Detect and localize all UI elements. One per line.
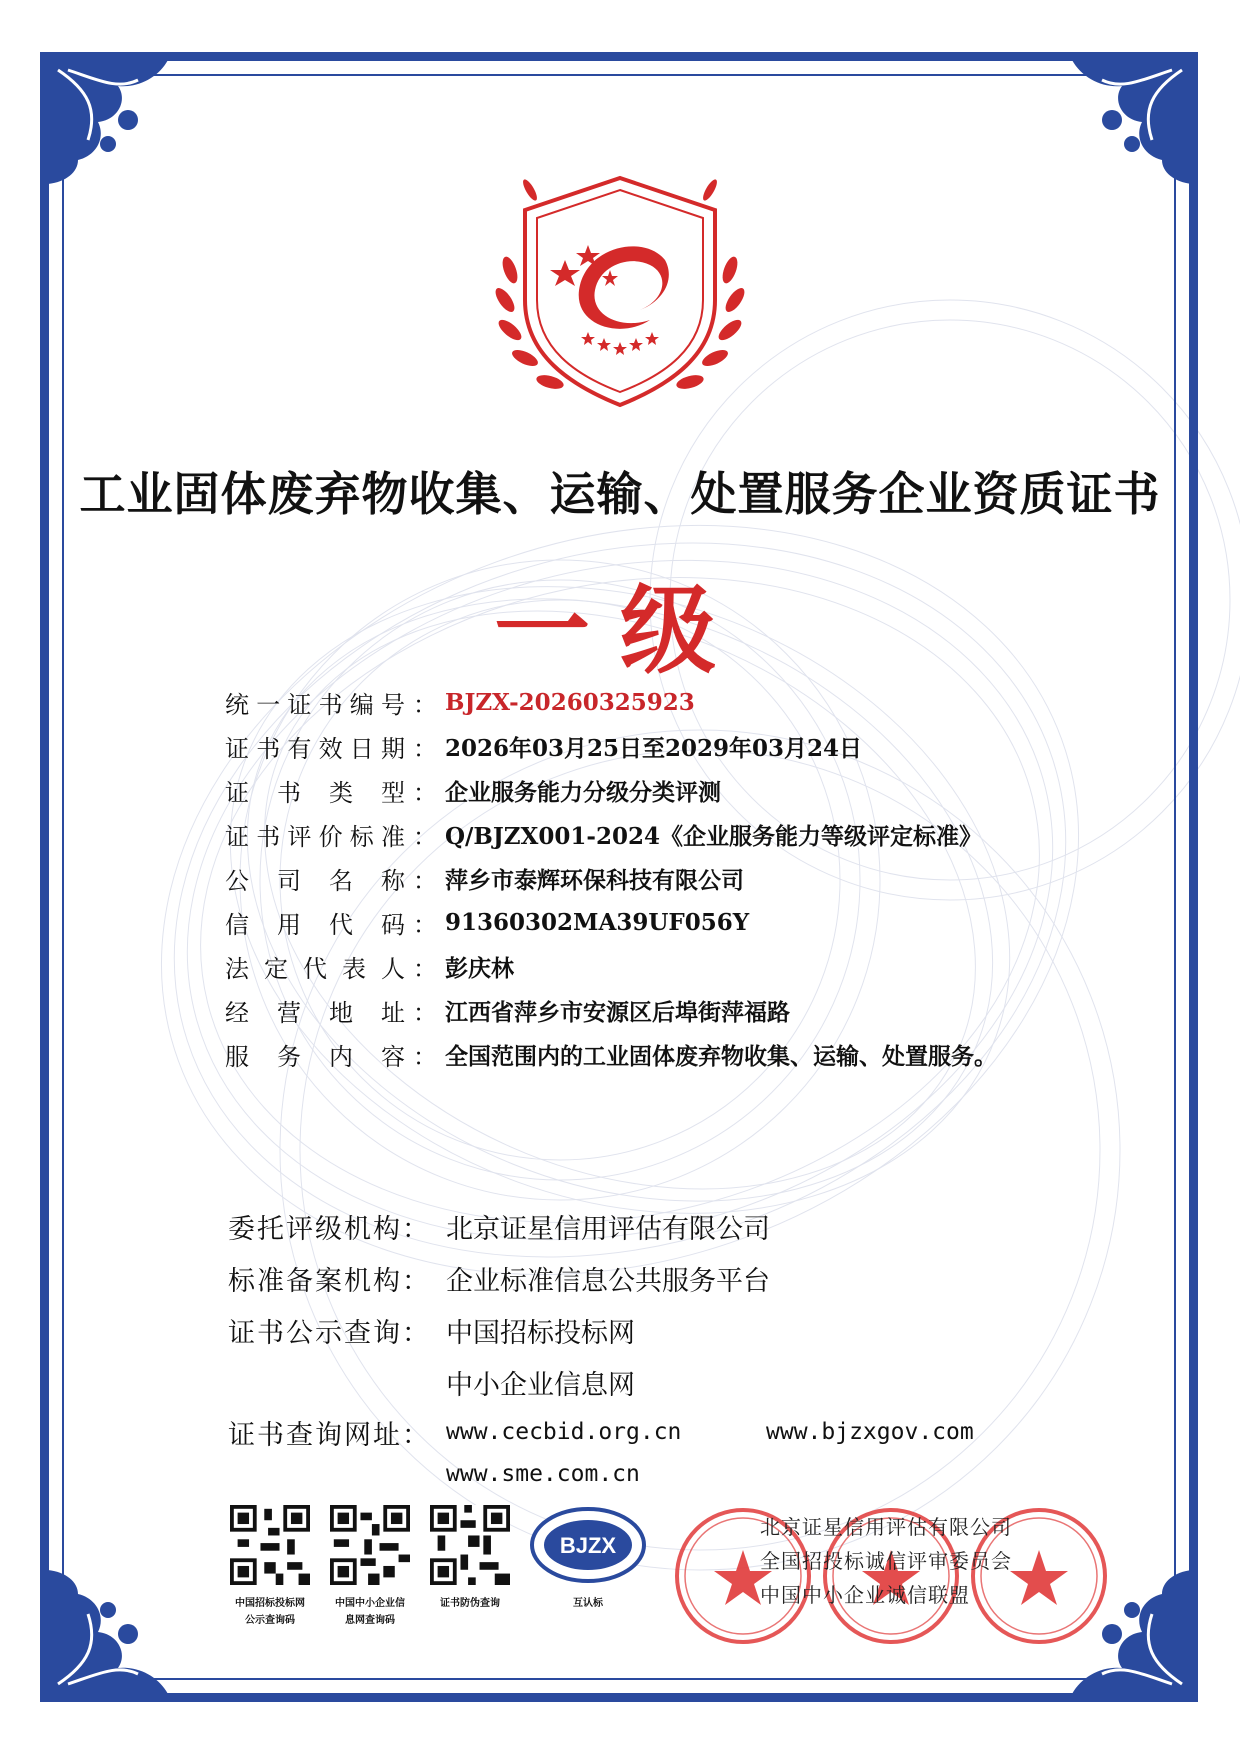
detail-label: 信 用 代 码 [225,910,405,939]
badge-caption: 互认标 [573,1598,603,1609]
detail-colon: ： [413,778,437,807]
bjzx-badge [528,1505,648,1612]
detail-label: 公 司 名 称 [225,866,405,895]
bjzx-badge-icon [529,1505,647,1585]
query-row-2 [228,1356,1128,1408]
detail-label: 证 书 有 效 日 期 [225,734,405,763]
seal-issuer-3: 中国中小企业诚信联盟 [760,1583,970,1607]
qr-caption-line-1: 中国招标投标网 [235,1598,305,1609]
issuer-section [228,1200,1128,1492]
detail-value: 萍乡市泰辉环保科技有限公司 [445,866,744,894]
query-row [228,1304,1128,1356]
detail-colon: ： [413,734,437,763]
query-value-2: 中小企业信息网 [446,1369,635,1401]
url-row [228,1408,1128,1456]
detail-colon: ： [413,998,437,1027]
qr-code-anti-fake[interactable] [415,1505,525,1612]
url-label: 证书查询网址： [228,1419,431,1451]
detail-colon: ： [413,1042,437,1071]
detail-value: BJZX-20260325923 [445,688,695,716]
certificate-level: 一级 [494,574,746,687]
qr-caption-line-2: 息网查询码 [345,1615,395,1626]
detail-row [225,768,1105,812]
corner-ornament-top-right [1042,60,1192,210]
seal-issuer-2: 全国招投标诚信评审委员会 [760,1549,1012,1573]
corner-ornament-top-left [48,60,198,210]
corner-ornament-bottom-left [48,1544,198,1694]
detail-row [225,724,1105,768]
url-row-2 [228,1456,1128,1492]
detail-colon: ： [413,910,437,939]
detail-label: 经 营 地 址 [225,998,405,1027]
qr-code-sme[interactable] [315,1505,425,1629]
detail-value: 全国范围内的工业固体废弃物收集、运输、处置服务。 [445,1042,997,1070]
detail-colon: ： [413,690,437,719]
seal-issuers [760,1510,1060,1612]
qr-caption-line-1: 证书防伪查询 [440,1598,500,1609]
detail-label: 统 一 证 书 编 号 [225,690,405,719]
qr-caption-line-2: 公示查询码 [245,1615,295,1626]
url-link-1[interactable]: www.cecbid.org.cn [446,1419,682,1445]
shield-laurel-emblem [470,150,770,420]
record-label: 标准备案机构： [228,1265,431,1297]
detail-value: 2026年03月25日至2029年03月24日 [445,734,863,762]
detail-row [225,944,1105,988]
detail-value: Q/BJZX001-2024《企业服务能力等级评定标准》 [445,822,982,850]
agency-value: 北京证星信用评估有限公司 [446,1213,770,1245]
detail-label: 证 书 评 价 标 准 [225,822,405,851]
url-link-3[interactable]: www.sme.com.cn [446,1461,640,1487]
qr-code-cecbid[interactable] [215,1505,325,1629]
record-row [228,1252,1128,1304]
query-value-1: 中国招标投标网 [446,1317,635,1349]
detail-colon: ： [413,954,437,983]
qr-caption-line-1: 中国中小企业信 [335,1598,405,1609]
agency-label: 委托评级机构： [228,1213,431,1245]
url-link-2[interactable]: www.bjzxgov.com [766,1419,974,1445]
certificate-title: 工业固体废弃物收集、运输、处置服务企业资质证书 [79,467,1161,521]
qr-code-icon [230,1505,310,1585]
certificate-details [225,680,1105,1076]
detail-colon: ： [413,822,437,851]
qr-code-icon [330,1505,410,1585]
detail-value: 江西省萍乡市安源区后埠街萍福路 [445,998,790,1026]
detail-colon: ： [413,866,437,895]
detail-row [225,1032,1105,1076]
badge-text: BJZX [559,1533,617,1558]
query-label: 证书公示查询： [228,1317,431,1349]
seal-issuer-1: 北京证星信用评估有限公司 [760,1515,1012,1539]
detail-value: 91360302MA39UF056Y [445,908,750,936]
detail-row [225,988,1105,1032]
qr-code-icon [430,1505,510,1585]
detail-label: 服 务 内 容 [225,1042,405,1071]
detail-row [225,812,1105,856]
detail-label: 法 定 代 表 人 [225,954,405,983]
detail-row [225,856,1105,900]
detail-row [225,680,1105,724]
agency-row [228,1200,1128,1252]
detail-row [225,900,1105,944]
detail-value: 彭庆林 [445,954,514,982]
record-value: 企业标准信息公共服务平台 [446,1265,770,1297]
detail-label: 证 书 类 型 [225,778,405,807]
detail-value: 企业服务能力分级分类评测 [445,778,721,806]
